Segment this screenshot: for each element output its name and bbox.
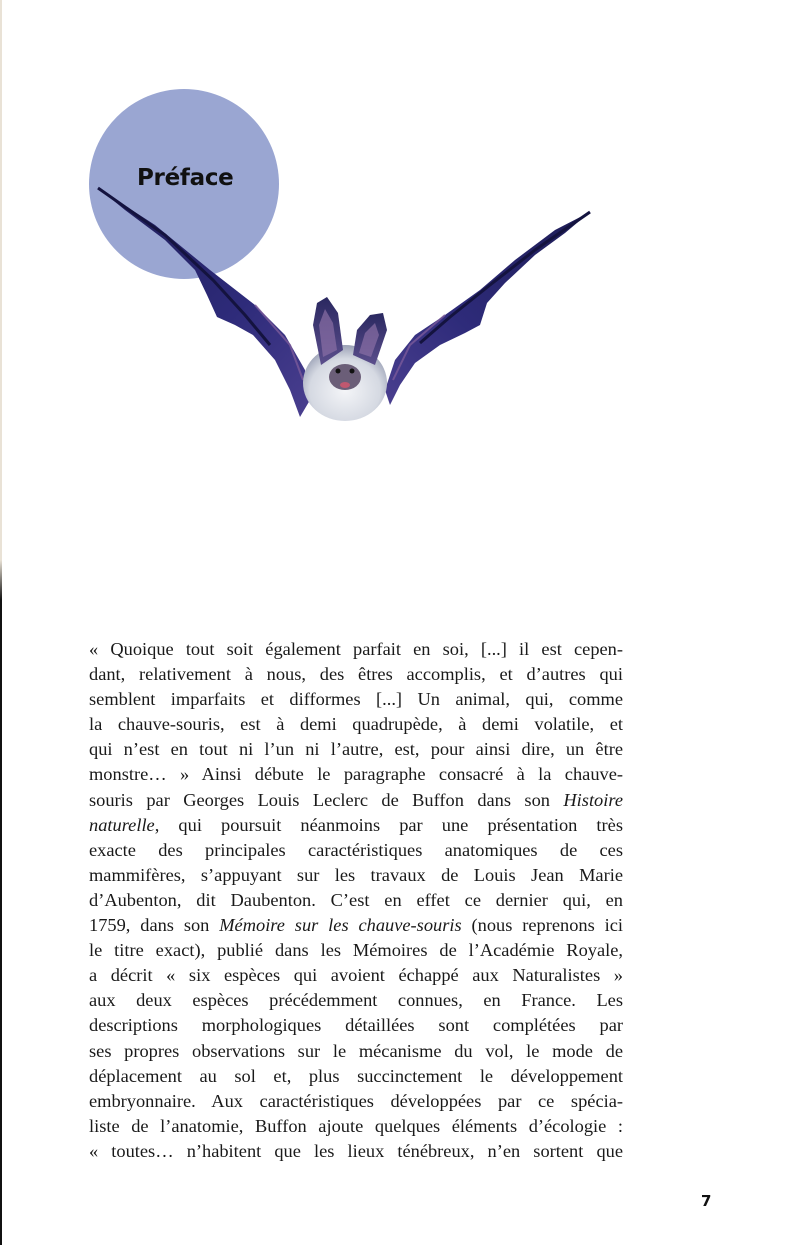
text-line: monstre… » Ainsi débute le paragraphe consacré à la chauve- — [89, 764, 623, 785]
page-title: Préface — [137, 165, 234, 191]
bat-icon — [95, 185, 595, 425]
text-line: mammifères, s’appuyant sur les travaux de Louis Jean Marie — [89, 864, 623, 885]
text-line: ses propres observations sur le mécanisme du vol, le mode de — [89, 1040, 623, 1061]
text-line: embryonnaire. Aux caractéristiques développées par ce spécia- — [89, 1090, 623, 1111]
text-line: « Quoique tout soit également parfait en soi, [...] il est cepen- — [89, 639, 623, 659]
text-line: souris par Georges Louis Leclerc de Buffon dans son Histoire — [89, 789, 623, 810]
page-edge-shadow — [0, 0, 2, 1245]
preface-paragraph — [89, 637, 623, 1164]
text-line: déplacement au sol et, plus succinctement le développement — [89, 1065, 623, 1086]
text-line: la chauve-souris, est à demi quadrupède, à demi volatile, et — [89, 714, 623, 735]
text-line: exacte des principales caractéristiques anatomiques de ces — [89, 839, 623, 860]
text-line: naturelle, qui poursuit néanmoins par une présentation très — [89, 814, 623, 835]
text-line: le titre exact), publié dans les Mémoires de l’Académie Royale, — [89, 940, 623, 961]
text-line: aux deux espèces précédemment connues, en France. Les — [89, 990, 623, 1011]
page-number: 7 — [701, 1192, 712, 1210]
text-line: d’Aubenton, dit Daubenton. C’est en effet ce dernier qui, en — [89, 889, 623, 910]
text-line: a décrit « six espèces qui avoient échappé aux Naturalistes » — [89, 965, 623, 986]
text-line: dant, relativement à nous, des êtres accomplis, et d’autres qui — [89, 664, 623, 685]
text-line: 1759, dans son Mémoire sur les chauve-souris (nous reprenons ici — [89, 915, 623, 936]
text-line: liste de l’anatomie, Buffon ajoute quelques éléments d’écologie : — [89, 1115, 623, 1136]
text-line: semblent imparfaits et difformes [...] Un animal, qui, comme — [89, 689, 623, 710]
text-line: descriptions morphologiques détaillées sont complétées par — [89, 1015, 623, 1036]
text-line: qui n’est en tout ni l’un ni l’autre, est, pour ainsi dire, un être — [89, 739, 623, 760]
text-line: « toutes… n’habitent que les lieux ténébreux, n’en sortent que — [89, 1140, 623, 1161]
